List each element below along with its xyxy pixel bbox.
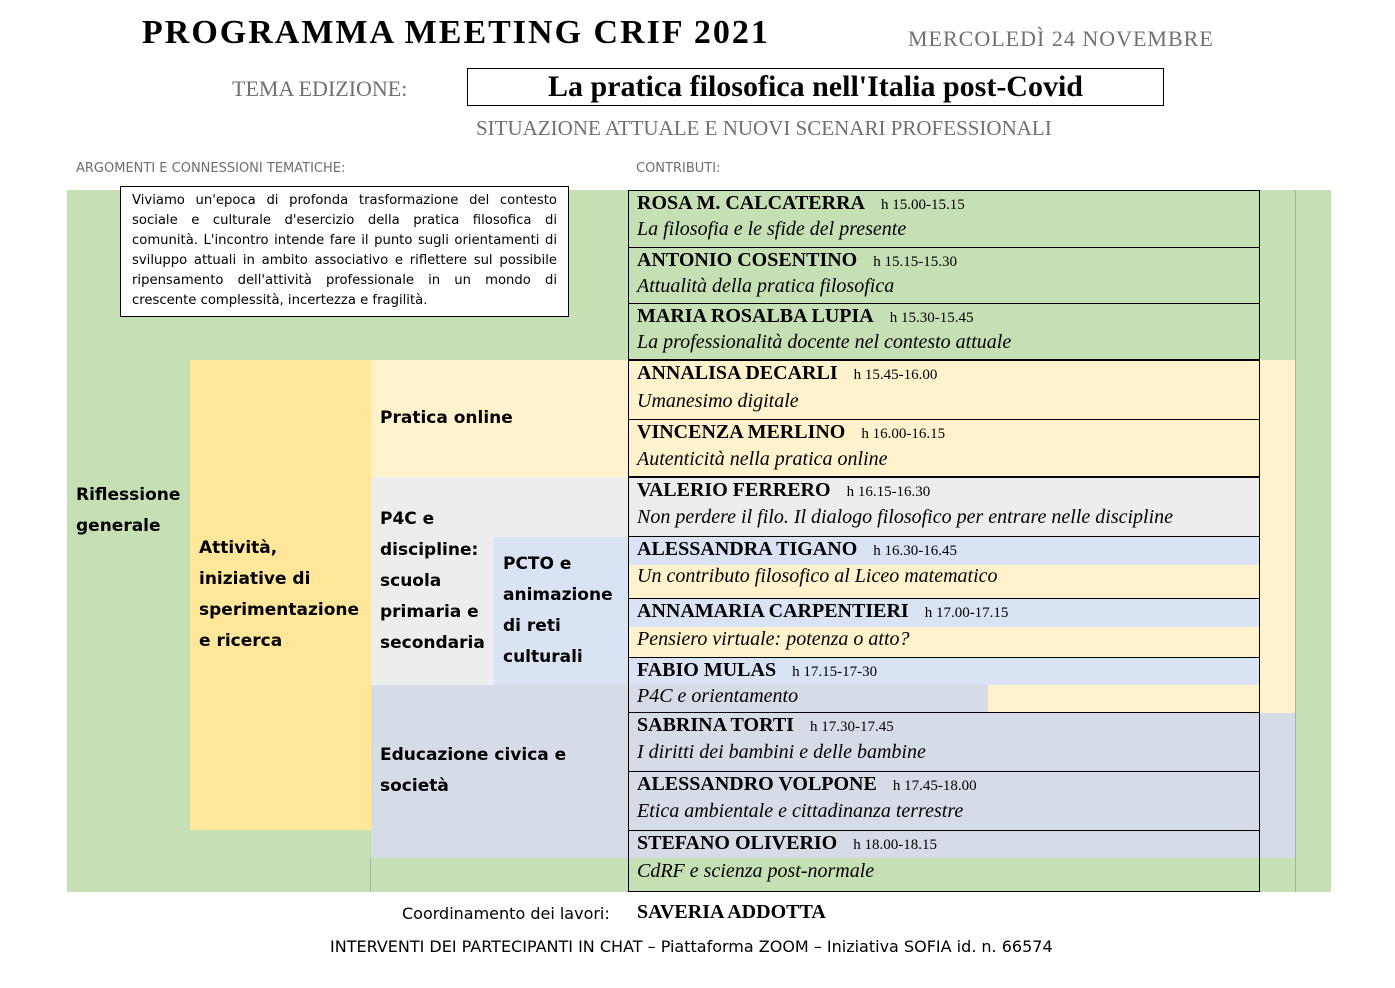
contribution-entry xyxy=(628,536,1260,599)
talk-title: La filosofia e le sfide del presente xyxy=(637,218,907,240)
category-activities: Attività, iniziative di sperimentazione e ricerca xyxy=(199,538,360,651)
talk-title: CdRF e scienza post-normale xyxy=(637,860,875,882)
talk-title: Etica ambientale e cittadinanza terrestre xyxy=(637,800,964,822)
contribution-entry xyxy=(628,477,1260,537)
speaker-name: MARIA ROSALBA LUPIA h 15.30-15.45 xyxy=(637,305,974,327)
bottom-divider xyxy=(370,858,371,892)
intro-text: Viviamo un'epoca di profonda trasformazione del contesto sociale e culturale d'esercizio della pratica filosofica di comunità. L'incontro intende fare il punto sugli orientamenti di sviluppo attuali in ambito associativo e riflettere sul possibile ripensamento dell'attività professionale in un mondo di crescente complessità, incertezza e fragilità. xyxy=(120,186,569,317)
speaker-name: ANTONIO COSENTINO h 15.15-15.30 xyxy=(637,249,957,271)
talk-title: La professionalità docente nel contesto attuale xyxy=(637,331,1012,353)
speaker-name: ALESSANDRO VOLPONE h 17.45-18.00 xyxy=(637,773,977,795)
time-slot: h 17.15-17-30 xyxy=(792,664,878,680)
contribution-entry xyxy=(628,419,1260,477)
footer-note: INTERVENTI DEI PARTECIPANTI IN CHAT – Piattaforma ZOOM – Iniziativa SOFIA id. n. 66574 xyxy=(330,937,1053,956)
category-general: Riflessione generale xyxy=(76,485,181,536)
time-slot: h 17.30-17.45 xyxy=(809,719,894,735)
page-title: PROGRAMMA MEETING CRIF 2021 xyxy=(142,14,770,51)
contribution-entry xyxy=(628,712,1260,772)
talk-title: Umanesimo digitale xyxy=(637,390,799,412)
event-date: MERCOLEDÌ 24 NOVEMBRE xyxy=(908,26,1214,51)
time-slot: h 15.30-15.45 xyxy=(889,310,974,326)
subtitle: SITUAZIONE ATTUALE E NUOVI SCENARI PROFESSIONALI xyxy=(476,116,1052,140)
topics-heading: ARGOMENTI E CONNESSIONI TEMATICHE: xyxy=(76,161,346,176)
time-slot: h 16.15-16.30 xyxy=(846,484,931,500)
contribution-entry xyxy=(628,771,1260,831)
category-p4c: P4C e discipline: scuola primaria e secondaria xyxy=(380,509,485,653)
talk-title: Autenticità nella pratica online xyxy=(637,448,888,470)
speaker-name: STEFANO OLIVERIO h 18.00-18.15 xyxy=(637,832,937,854)
speaker-name: VALERIO FERRERO h 16.15-16.30 xyxy=(637,479,931,501)
talk-title: Pensiero virtuale: potenza o atto? xyxy=(637,628,910,650)
time-slot: h 15.00-15.15 xyxy=(880,197,965,213)
time-slot: h 18.00-18.15 xyxy=(853,837,937,853)
speaker-name: FABIO MULAS h 17.15-17-30 xyxy=(637,659,878,681)
contribution-entry xyxy=(628,657,1260,713)
time-slot: h 15.45-16.00 xyxy=(853,367,938,383)
contribution-entry xyxy=(628,303,1260,360)
talk-title: Un contributo filosofico al Liceo matematico xyxy=(637,565,998,587)
speaker-name: ALESSANDRA TIGANO h 16.30-16.45 xyxy=(637,538,957,560)
speaker-name: VINCENZA MERLINO h 16.00-16.15 xyxy=(637,421,946,443)
time-slot: h 16.30-16.45 xyxy=(873,543,957,559)
time-slot: h 16.00-16.15 xyxy=(861,426,946,442)
contribution-entry xyxy=(628,247,1260,304)
speaker-name: SABRINA TORTI h 17.30-17.45 xyxy=(637,714,894,736)
time-slot: h 17.00-17.15 xyxy=(924,605,1009,621)
theme-label: TEMA EDIZIONE: xyxy=(232,76,408,101)
contribution-entry xyxy=(628,190,1260,248)
coordinator-name: SAVERIA ADDOTTA xyxy=(637,901,826,923)
category-pcto: PCTO e animazione di reti culturali xyxy=(503,554,613,667)
contributions-heading: CONTRIBUTI: xyxy=(636,161,721,176)
theme-title: La pratica filosofica nell'Italia post-Covid xyxy=(467,68,1164,106)
contribution-entry xyxy=(628,598,1260,658)
talk-title: Non perdere il filo. Il dialogo filosofico per entrare nelle discipline xyxy=(637,506,1174,528)
category-civic: Educazione civica e società xyxy=(380,745,567,796)
right-slate-band xyxy=(1260,713,1295,858)
right-cream-band xyxy=(1260,477,1295,713)
coordination-label: Coordinamento dei lavori: xyxy=(402,904,610,923)
contribution-entry xyxy=(628,830,1260,892)
right-divider xyxy=(1295,190,1296,892)
speaker-name: ANNALISA DECARLI h 15.45-16.00 xyxy=(637,362,938,384)
time-slot: h 15.15-15.30 xyxy=(873,254,957,270)
contribution-entry xyxy=(628,360,1260,420)
talk-title: I diritti dei bambini e delle bambine xyxy=(637,741,926,763)
talk-title: Attualità della pratica filosofica xyxy=(637,275,895,297)
category-online: Pratica online xyxy=(380,408,513,428)
speaker-name: ROSA M. CALCATERRA h 15.00-15.15 xyxy=(637,192,965,214)
time-slot: h 17.45-18.00 xyxy=(892,778,977,794)
talk-title: P4C e orientamento xyxy=(637,685,799,707)
speaker-name: ANNAMARIA CARPENTIERI h 17.00-17.15 xyxy=(637,600,1009,622)
